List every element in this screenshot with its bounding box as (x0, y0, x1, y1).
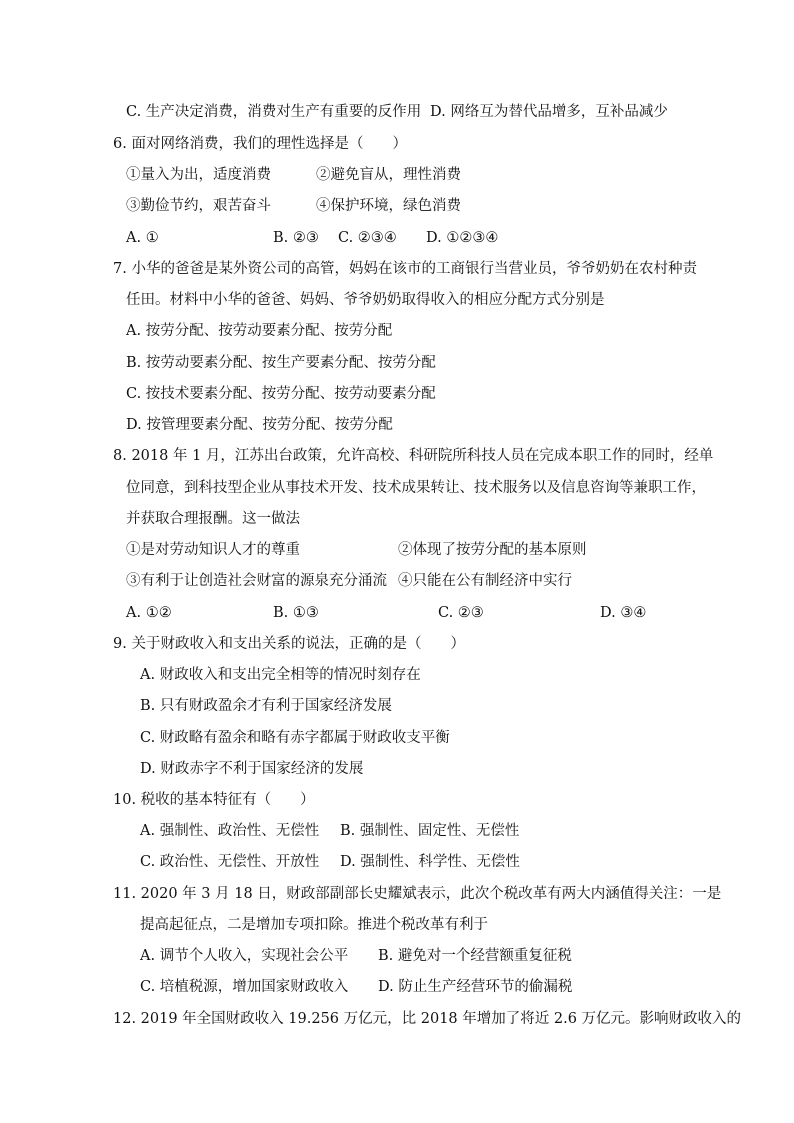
q6-option-b: B. ②③ (273, 230, 319, 246)
q8-option-b: B. ①③ (273, 605, 319, 621)
q11-option-c: C. 培植税源，增加国家财政收入 (140, 979, 349, 995)
q7-option-d: D. 按管理要素分配、按劳分配、按劳分配 (126, 417, 393, 433)
q12-stem-line-1: 12. 2019 年全国财政收入 19.256 万亿元，比 2018 年增加了将近 2.6 万亿元。影响财政收入的 (113, 1011, 742, 1027)
q6-item-1: ①量入为出，适度消费 (126, 167, 271, 183)
q9-option-a: A. 财政收入和支出完全相等的情况时刻存在 (140, 667, 421, 683)
q8-item-1: ①是对劳动知识人才的尊重 (126, 542, 300, 558)
q7-stem-line-2: 任田。材料中小华的爸爸、妈妈、爷爷奶奶取得收入的相应分配方式分别是 (126, 292, 605, 308)
q11-option-b: B. 避免对一个经营额重复征税 (378, 948, 572, 964)
q7-option-c: C. 按技术要素分配、按劳分配、按劳动要素分配 (126, 386, 436, 402)
q7-option-b: B. 按劳动要素分配、按生产要素分配、按劳分配 (126, 355, 436, 371)
q9-option-c: C. 财政略有盈余和略有赤字都属于财政收支平衡 (140, 730, 450, 746)
q8-stem-line-2: 位同意，到科技型企业从事技术开发、技术成果转让、技术服务以及信息咨询等兼职工作， (126, 480, 706, 496)
q8-item-2: ②体现了按劳分配的基本原则 (398, 542, 587, 558)
q11-stem-line-1: 11. 2020 年 3 月 18 日，财政部副部长史耀斌表示，此次个税改革有两大内涵值得关注：一是 (113, 886, 722, 902)
q11-option-d: D. 防止生产经营环节的偷漏税 (378, 979, 573, 995)
q8-stem-line-3: 并获取合理报酬。这一做法 (126, 511, 300, 527)
q10-option-b: B. 强制性、固定性、无偿性 (340, 823, 520, 839)
q6-item-4: ④保护环境，绿色消费 (316, 198, 461, 214)
q7-stem-line-1: 7. 小华的爸爸是某外资公司的高管，妈妈在该市的工商银行当营业员，爷爷奶奶在农村种责 (113, 261, 697, 277)
q9-stem: 9. 关于财政收入和支出关系的说法，正确的是（ ） (113, 636, 465, 652)
q8-item-4: ④只能在公有制经济中实行 (398, 573, 572, 589)
q11-stem-line-2: 提高起征点，二是增加专项扣除。推进个税改革有利于 (140, 917, 488, 933)
q10-option-d: D. 强制性、科学性、无偿性 (340, 854, 520, 870)
q6-item-3: ③勤俭节约，艰苦奋斗 (126, 198, 271, 214)
q10-option-c: C. 政治性、无偿性、开放性 (140, 854, 320, 870)
q11-option-a: A. 调节个人收入，实现社会公平 (140, 948, 349, 964)
q7-option-a: A. 按劳分配、按劳动要素分配、按劳分配 (126, 323, 393, 339)
q6-item-2: ②避免盲从，理性消费 (316, 167, 461, 183)
q5-option-c: C. 生产决定消费，消费对生产有重要的反作用 (126, 104, 422, 120)
q8-item-3: ③有利于让创造社会财富的源泉充分涌流 (126, 573, 387, 589)
q6-option-c: C. ②③④ (338, 230, 397, 246)
q8-option-d: D. ③④ (600, 605, 647, 621)
q5-option-d: D. 网络互为替代品增多，互补品减少 (430, 104, 668, 120)
q10-option-a: A. 强制性、政治性、无偿性 (140, 823, 320, 839)
q8-option-c: C. ②③ (438, 605, 484, 621)
q6-option-d: D. ①②③④ (426, 230, 499, 246)
q10-stem: 10. 税收的基本特征有（ ） (113, 792, 315, 808)
q8-stem-line-1: 8. 2018 年 1 月，江苏出台政策，允许高校、科研院所科技人员在完成本职工作的同时，经单 (113, 448, 714, 464)
q8-option-a: A. ①② (126, 605, 172, 621)
q9-option-b: B. 只有财政盈余才有利于国家经济发展 (140, 698, 392, 714)
q6-stem: 6. 面对网络消费，我们的理性选择是（ ） (113, 136, 407, 152)
q9-option-d: D. 财政赤字不利于国家经济的发展 (140, 761, 364, 777)
q6-option-a: A. ① (126, 230, 159, 246)
